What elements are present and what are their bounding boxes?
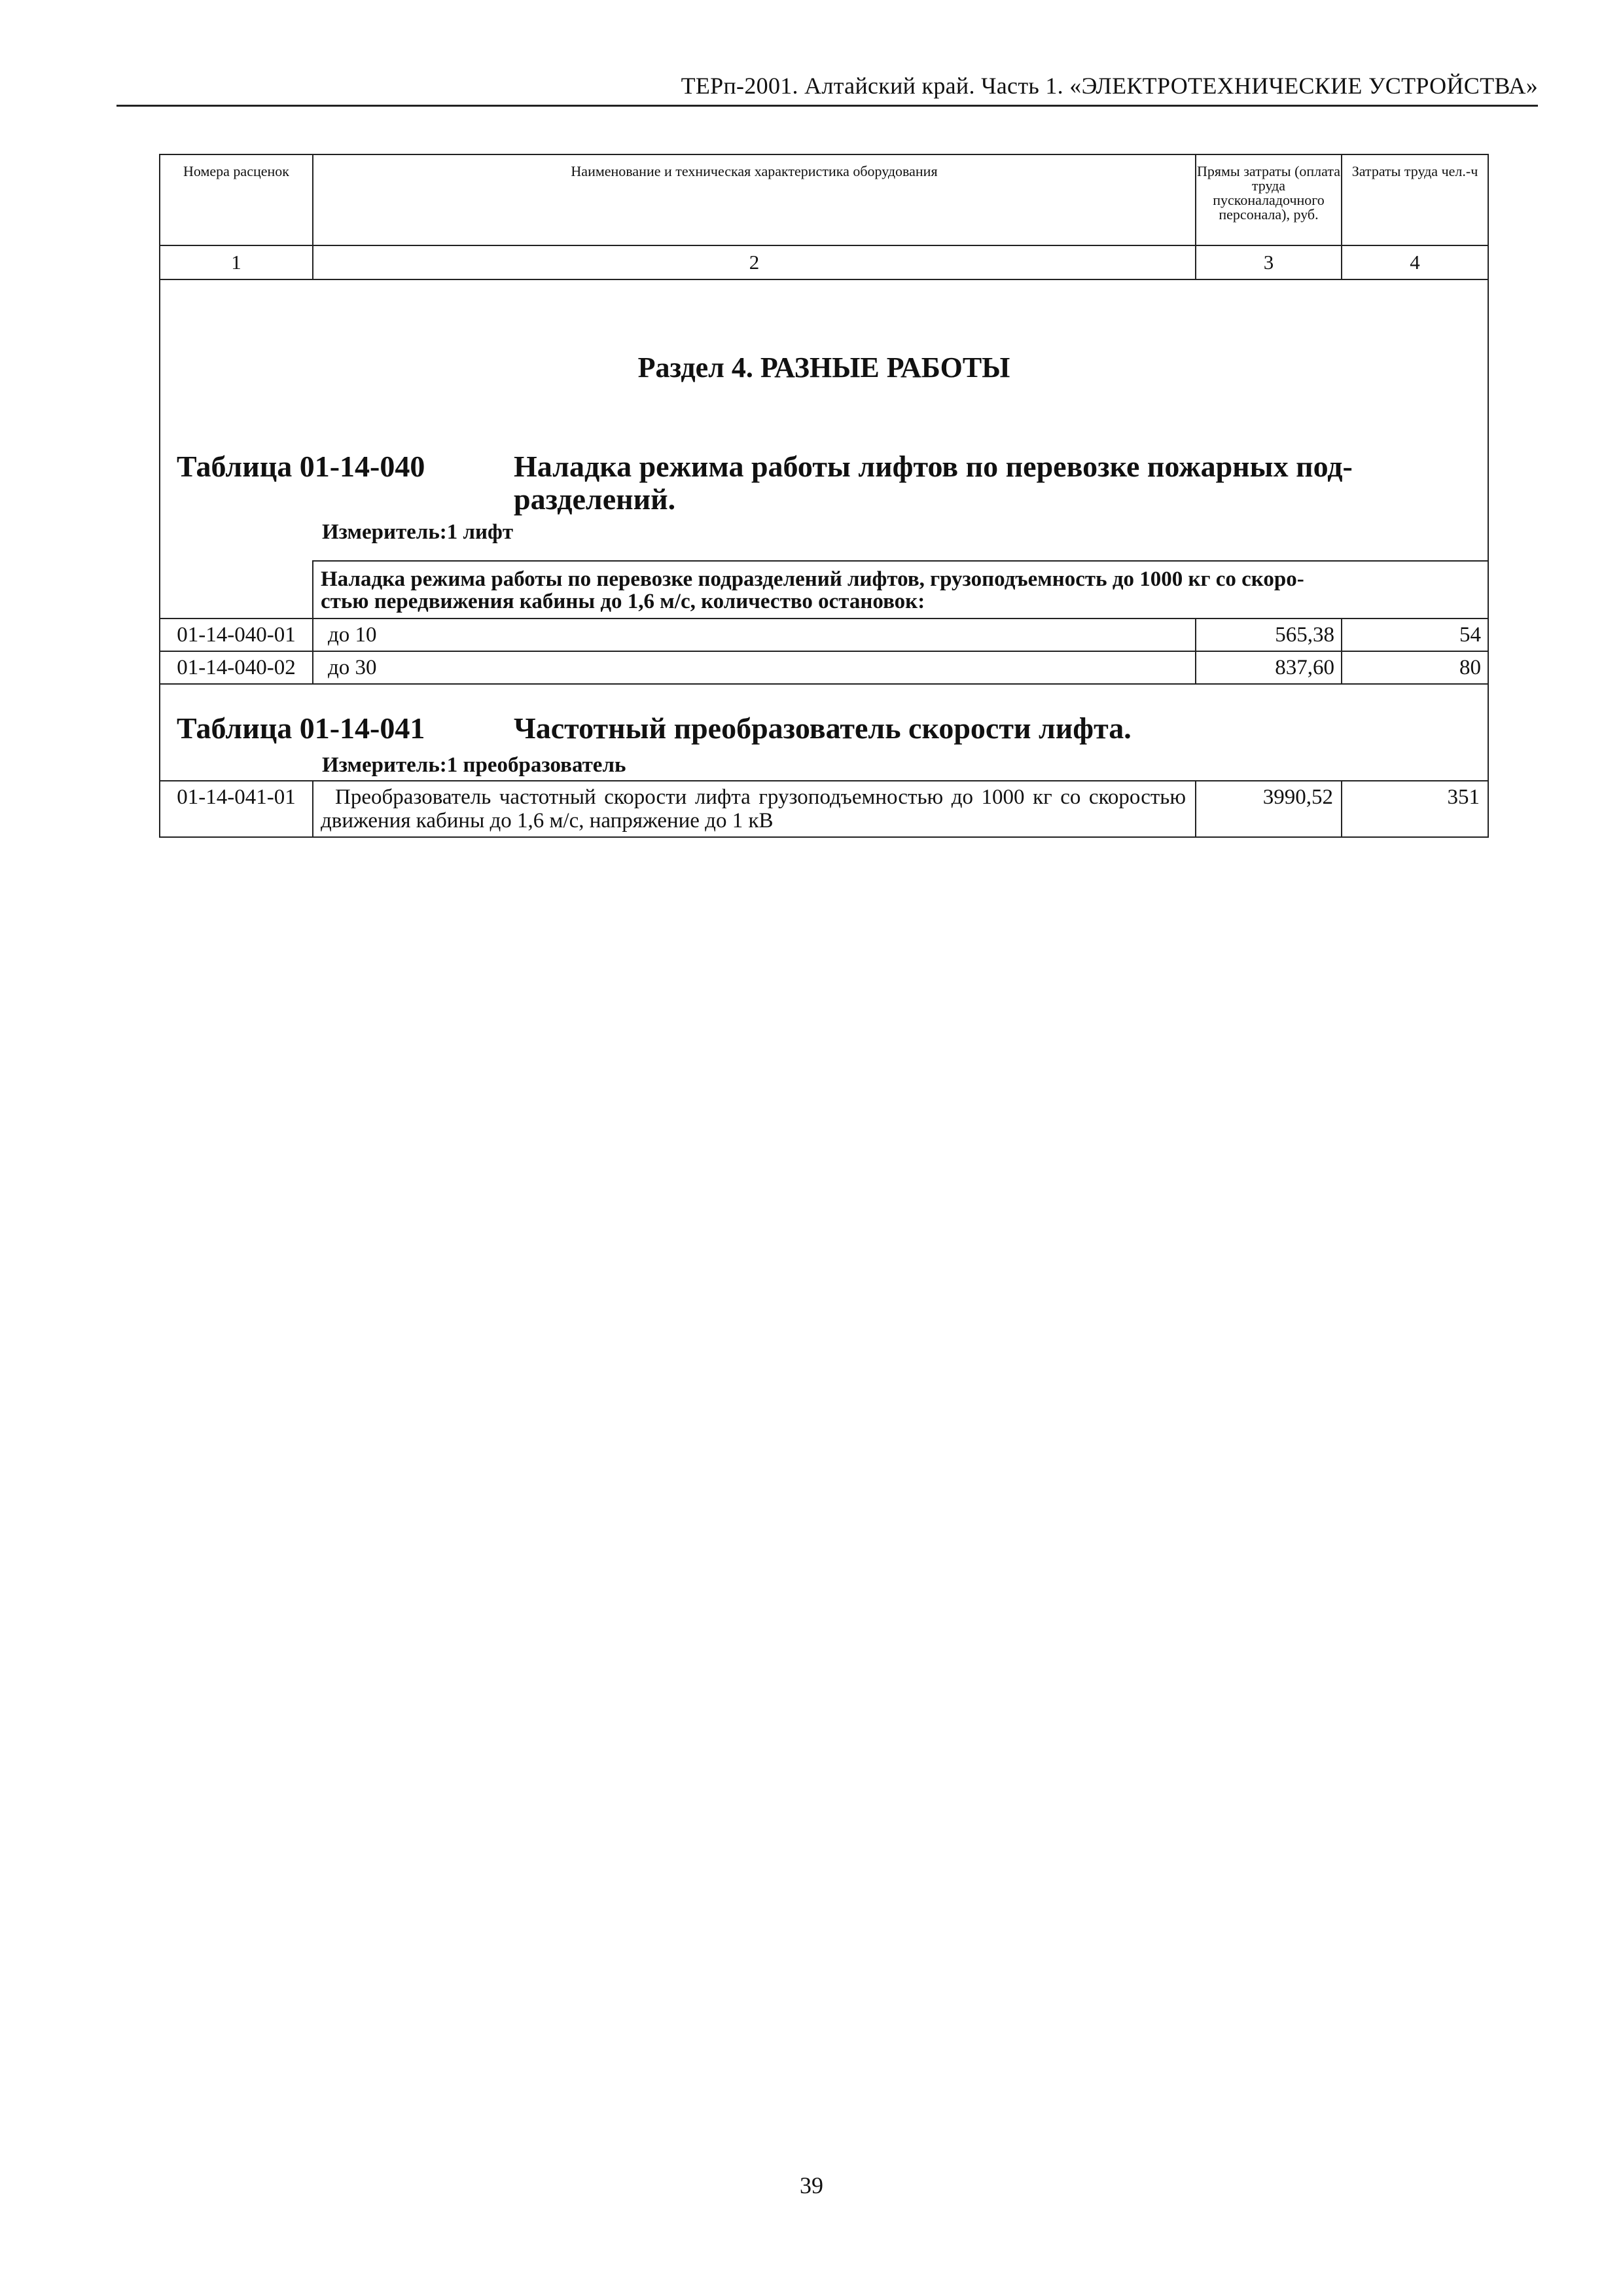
header-direct-costs: Прямы затраты (оплата труда пусконаладочного персонала), руб.: [1196, 154, 1342, 245]
rate-description: до 10: [313, 619, 1196, 651]
table-row: [160, 619, 1488, 651]
rate-cost: 565,38: [1196, 619, 1342, 651]
rate-code: 01-14-040-01: [160, 619, 313, 651]
rate-code: 01-14-041-01: [160, 781, 313, 837]
header-labor-costs: Затраты труда чел.-ч: [1342, 154, 1488, 245]
group-row: [160, 561, 1488, 619]
header-equipment-name: Наименование и техническая характеристика оборудования: [313, 154, 1196, 245]
table-number: Таблица 01-14-040: [177, 450, 425, 483]
header-rule: [116, 105, 1538, 107]
rate-labor: 54: [1342, 619, 1488, 651]
section-title: Раздел 4. РАЗНЫЕ РАБОТЫ: [637, 351, 1010, 384]
table-name: Наладка режима работы лифтов по перевозке пожарных под- разделений.: [514, 450, 1353, 516]
column-number: 3: [1196, 245, 1342, 279]
table-number: Таблица 01-14-041: [177, 711, 425, 745]
table-heading-block: [160, 684, 1488, 781]
group-description: Наладка режима работы по перевозке подразделений лифтов, грузоподъемность до 1000 кг со скоро- стью передвижения кабины до 1,6 м/с, количество остановок:: [313, 561, 1488, 619]
section-row: [160, 279, 1488, 561]
header-rate-numbers: Номера расценок: [160, 154, 313, 245]
rate-description: Преобразователь частотный скорости лифта грузоподъемностью до 1000 кг со скоростью движения кабины до 1,6 м/с, напряжение до 1 кВ: [313, 781, 1196, 837]
column-number: 1: [160, 245, 313, 279]
rates-table: [159, 154, 1489, 838]
rate-labor: 80: [1342, 651, 1488, 684]
rate-cost: 837,60: [1196, 651, 1342, 684]
rate-description: до 30: [313, 651, 1196, 684]
column-number: 4: [1342, 245, 1488, 279]
rate-code: 01-14-040-02: [160, 651, 313, 684]
table-row: [160, 651, 1488, 684]
group-code-cell: [160, 561, 313, 619]
column-number-row: [160, 245, 1488, 279]
running-header: ТЕРп-2001. Алтайский край. Часть 1. «ЭЛЕКТРОТЕХНИЧЕСКИЕ УСТРОЙСТВА»: [681, 73, 1538, 99]
page-number: 39: [800, 2172, 823, 2198]
rate-cost: 3990,52: [1196, 781, 1342, 837]
table-heading-row: [160, 684, 1488, 781]
rate-labor: 351: [1342, 781, 1488, 837]
section-block: [160, 279, 1488, 561]
measure-unit: Измеритель:1 преобразователь: [322, 753, 626, 777]
measure-unit: Измеритель:1 лифт: [322, 520, 514, 544]
table-header-row: [160, 154, 1488, 245]
table-name: Частотный преобразователь скорости лифта.: [514, 711, 1132, 745]
column-number: 2: [313, 245, 1196, 279]
table-row: [160, 781, 1488, 837]
